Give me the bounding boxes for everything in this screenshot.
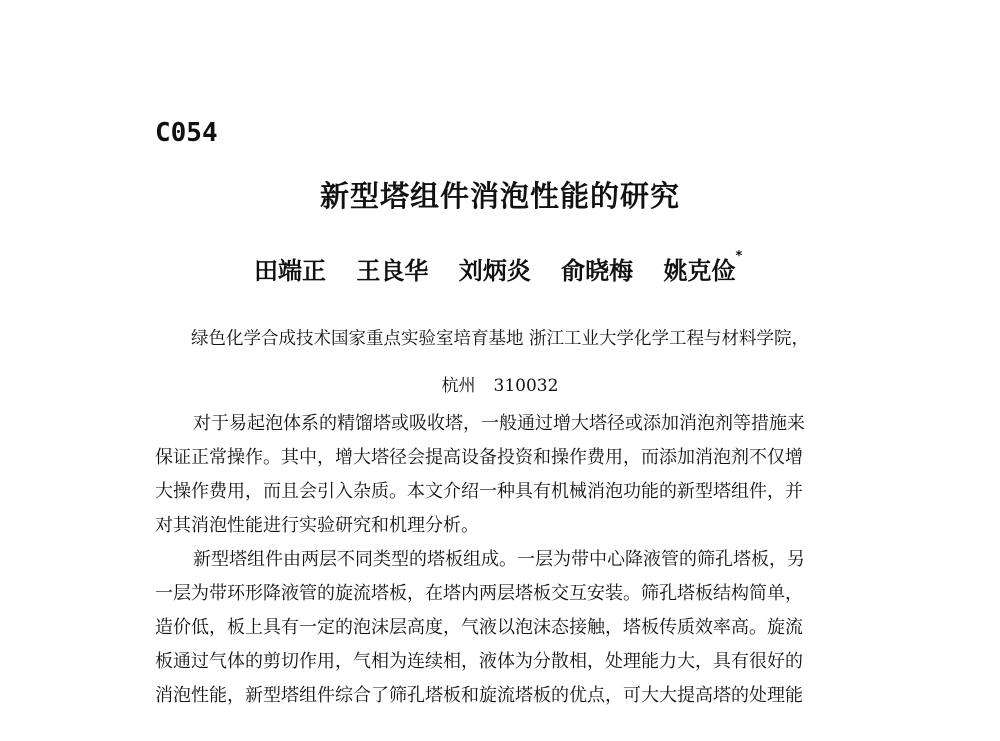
affiliation-city-line [0,371,1000,396]
paragraph-1 [155,407,863,543]
text-line: 板通过气体的剪切作用，气相为连续相，液体为分散相，处理能力大，具有很好的 [155,651,803,672]
text-line: 造价低，板上具有一定的泡沫层高度，气液以泡沫态接触，塔板传质效率高。旋流 [155,617,803,638]
text-line: 大操作费用，而且会引入杂质。本文介绍一种具有机械消泡功能的新型塔组件，并 [155,481,803,502]
paper-title: 新型塔组件消泡性能的研究 [319,179,680,213]
author-list [254,251,742,286]
city: 杭州 [441,376,476,396]
text-line: 保证正常操作。其中，增大塔径会提高设备投资和操作费用，而添加消泡剂不仅增 [155,447,803,468]
text-line: 对于易起泡体系的精馏塔或吸收塔，一般通过增大塔径或添加消泡剂等措施来 [193,413,805,434]
author-name: 王良华 [356,257,429,285]
author-name: 刘炳炎 [458,257,531,285]
author-name-corresponding [663,249,743,285]
text-line: 新型塔组件由两层不同类型的塔板组成。一层为带中心降液管的筛孔塔板，另 [193,549,805,570]
body-text [155,407,863,713]
paragraph-2 [155,543,863,713]
text-line: 一层为带环形降液管的旋流塔板，在塔内两层塔板交互安装。筛孔塔板结构简单， [155,583,803,604]
author-name: 俞晓梅 [561,257,634,285]
paper-code: C054 [155,118,218,148]
text-line: 消泡性能，新型塔组件综合了筛孔塔板和旋流塔板的优点，可大大提高塔的处理能 [155,685,803,706]
author-name: 姚克俭 [663,257,736,285]
corresponding-author-mark: * [735,249,743,264]
affiliation: 绿色化学合成技术国家重点实验室培育基地 浙江工业大学化学工程与材料学院， [190,329,810,349]
postcode: 310032 [493,376,559,396]
text-line: 对其消泡性能进行实验研究和机理分析。 [155,515,479,536]
author-name: 田端正 [254,257,326,285]
